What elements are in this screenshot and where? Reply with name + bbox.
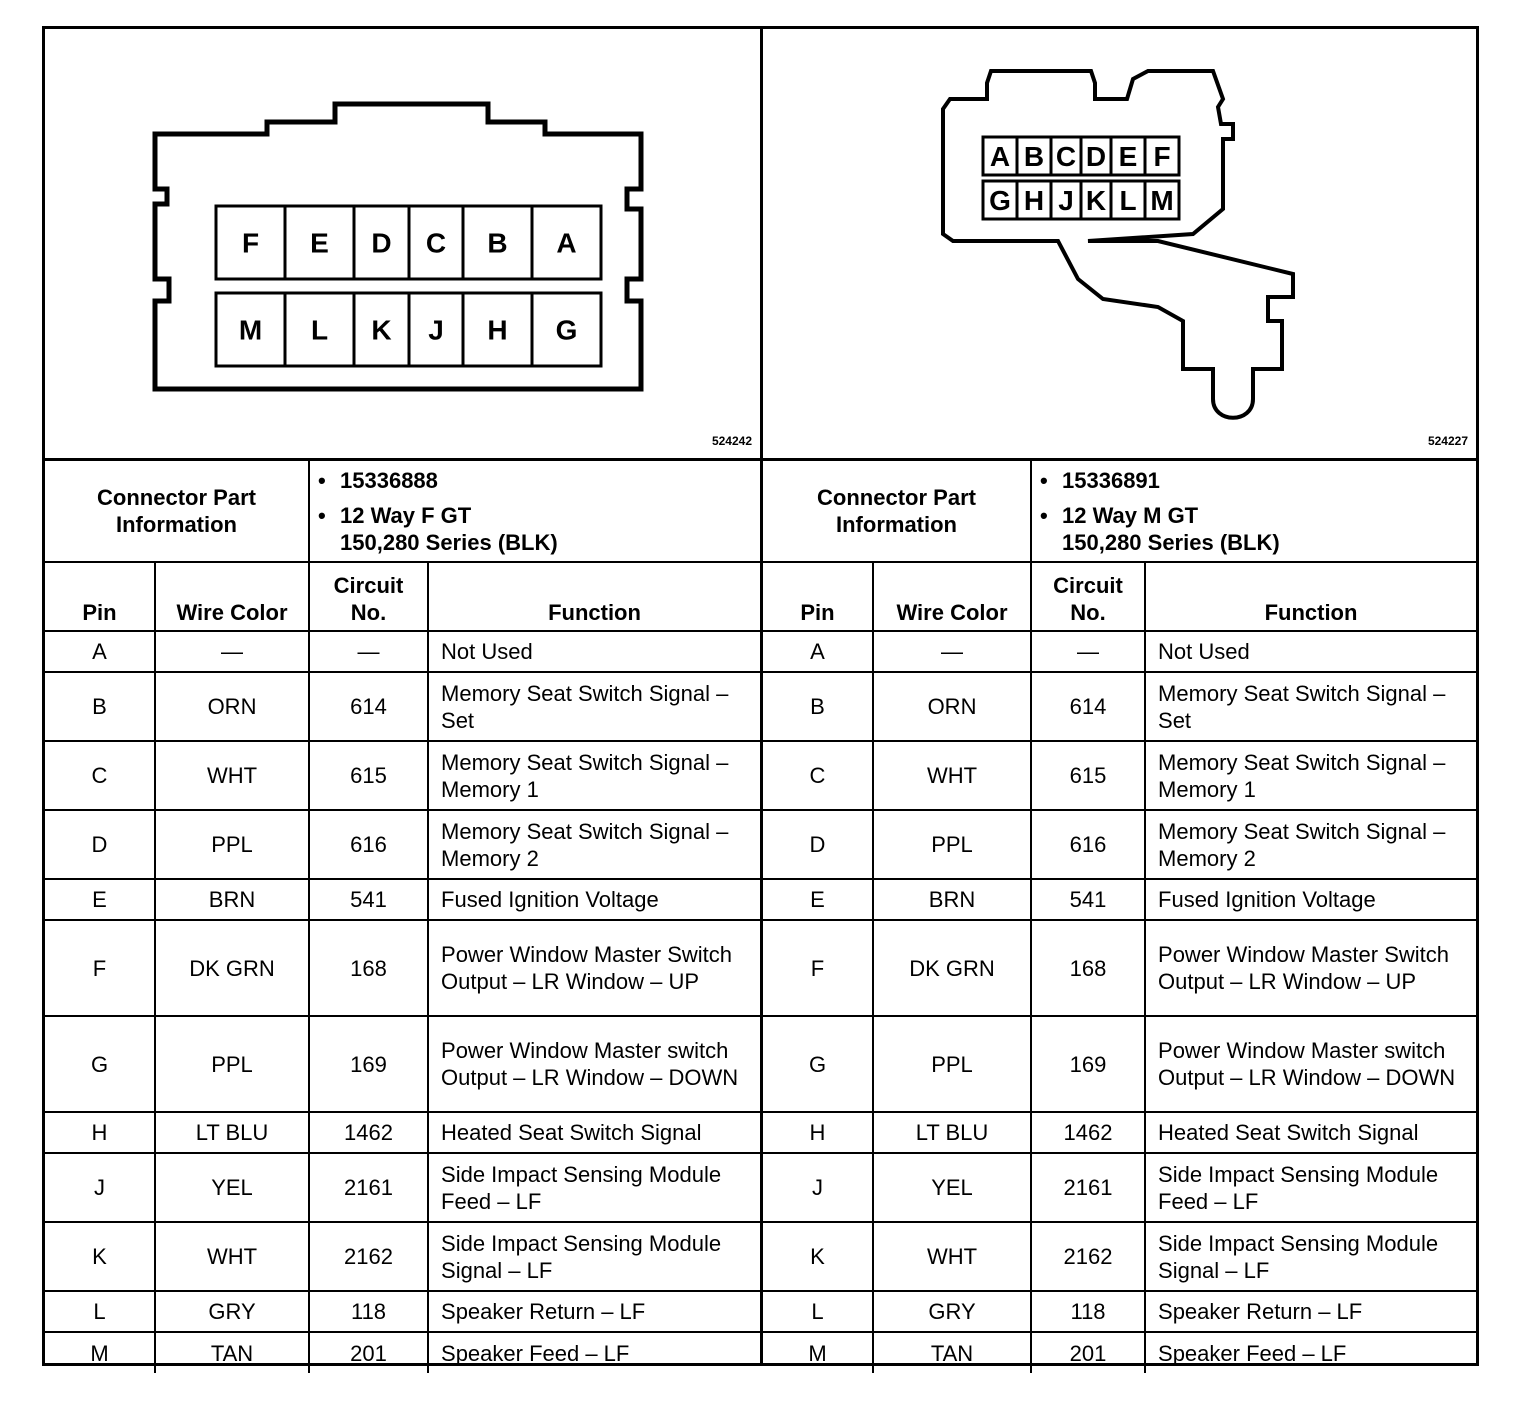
function-cell: Fused Ignition Voltage: [428, 879, 760, 920]
wire-color-cell: TAN: [155, 1332, 309, 1373]
pin-label: B: [487, 227, 508, 259]
pin-cell: C: [763, 741, 873, 810]
circuit-cell: 169: [1031, 1016, 1145, 1112]
wire-color-cell: ORN: [155, 672, 309, 741]
female-connector-drawing: [45, 29, 760, 458]
pin-cell: K: [45, 1222, 155, 1291]
pin-label: C: [425, 227, 447, 259]
table-row: [763, 920, 1476, 1016]
function-cell: Speaker Feed – LF: [428, 1332, 760, 1373]
pin-label: A: [556, 227, 577, 259]
function-cell: Memory Seat Switch Signal – Set: [1145, 672, 1476, 741]
circuit-cell: 1462: [1031, 1112, 1145, 1153]
pin-label: M: [238, 314, 263, 346]
function-cell: Speaker Feed – LF: [1145, 1332, 1476, 1373]
table-row: [45, 810, 760, 879]
function-cell: Not Used: [428, 631, 760, 672]
pin-cell: C: [45, 741, 155, 810]
table-row: [763, 879, 1476, 920]
wire-color-cell: —: [155, 631, 309, 672]
function-cell: Side Impact Sensing Module Feed – LF: [428, 1153, 760, 1222]
header-function: Function: [428, 562, 760, 631]
circuit-cell: 2161: [309, 1153, 428, 1222]
function-cell: Not Used: [1145, 631, 1476, 672]
pin-label: H: [487, 314, 508, 346]
pin-label: M: [1150, 185, 1174, 217]
part-series: 150,280 Series (BLK): [340, 529, 558, 555]
wire-color-cell: —: [873, 631, 1031, 672]
pin-label: J: [1058, 185, 1074, 217]
circuit-cell: 1462: [309, 1112, 428, 1153]
part-type: 12 Way M GT: [1062, 502, 1199, 528]
pin-label: J: [428, 314, 444, 346]
pin-cell: B: [763, 672, 873, 741]
right-top-pin-row: [983, 137, 1179, 175]
wire-color-cell: WHT: [155, 1222, 309, 1291]
circuit-cell: 614: [1031, 672, 1145, 741]
figure-id: 524227: [1427, 434, 1468, 448]
circuit-cell: 2161: [1031, 1153, 1145, 1222]
table-row: [45, 920, 760, 1016]
pin-label: F: [1153, 141, 1171, 173]
header-circuit-no: Circuit No.: [309, 562, 428, 631]
function-cell: Side Impact Sensing Module Feed – LF: [1145, 1153, 1476, 1222]
function-cell: Memory Seat Switch Signal – Memory 2: [428, 810, 760, 879]
wire-color-cell: DK GRN: [873, 920, 1031, 1016]
wire-color-cell: YEL: [873, 1153, 1031, 1222]
wire-color-cell: BRN: [155, 879, 309, 920]
function-cell: Memory Seat Switch Signal – Memory 1: [428, 741, 760, 810]
header-wire-color: Wire Color: [873, 562, 1031, 631]
table-row: [45, 1222, 760, 1291]
part-number: 15336891: [1062, 467, 1160, 493]
pin-cell: E: [45, 879, 155, 920]
connector-housing-outline: [943, 71, 1293, 418]
circuit-cell: 615: [1031, 741, 1145, 810]
pin-cell: D: [45, 810, 155, 879]
pin-cell: H: [763, 1112, 873, 1153]
circuit-cell: 201: [309, 1332, 428, 1373]
table-row: [45, 631, 760, 672]
left-top-pin-row: [216, 206, 601, 279]
pin-cell: H: [45, 1112, 155, 1153]
pin-label: A: [989, 141, 1011, 173]
wire-color-cell: PPL: [155, 1016, 309, 1112]
part-number: 15336888: [340, 467, 438, 493]
circuit-cell: 168: [309, 920, 428, 1016]
header-circuit-no: Circuit No.: [1031, 562, 1145, 631]
left-connector-diagram: [45, 29, 760, 461]
circuit-cell: 201: [1031, 1332, 1145, 1373]
function-cell: Heated Seat Switch Signal: [428, 1112, 760, 1153]
wire-color-cell: DK GRN: [155, 920, 309, 1016]
pin-cell: A: [45, 631, 155, 672]
circuit-cell: 2162: [1031, 1222, 1145, 1291]
left-pinout-table: [45, 461, 760, 1373]
circuit-cell: 118: [1031, 1291, 1145, 1332]
function-cell: Power Window Master switch Output – LR Window – DOWN: [1145, 1016, 1476, 1112]
pin-label: E: [310, 227, 329, 259]
wire-color-cell: GRY: [155, 1291, 309, 1332]
male-connector-drawing: [763, 29, 1476, 458]
connector-part-label: Connector Part Information: [763, 461, 1031, 562]
function-cell: Heated Seat Switch Signal: [1145, 1112, 1476, 1153]
left-bottom-pin-row: [216, 293, 601, 366]
table-row: [45, 1016, 760, 1112]
pin-label: F: [241, 227, 260, 259]
function-cell: Power Window Master Switch Output – LR Window – UP: [428, 920, 760, 1016]
pin-cell: M: [763, 1332, 873, 1373]
pin-label: K: [1085, 185, 1107, 217]
wire-color-cell: GRY: [873, 1291, 1031, 1332]
pin-cell: E: [763, 879, 873, 920]
function-cell: Power Window Master switch Output – LR Window – DOWN: [428, 1016, 760, 1112]
table-row: [45, 1153, 760, 1222]
right-pinout-table: [763, 461, 1476, 1373]
pin-label: K: [371, 314, 392, 346]
table-row: [45, 1332, 760, 1373]
table-row: [45, 672, 760, 741]
wire-color-cell: LT BLU: [155, 1112, 309, 1153]
wire-color-cell: ORN: [873, 672, 1031, 741]
circuit-cell: 541: [1031, 879, 1145, 920]
pin-cell: K: [763, 1222, 873, 1291]
wire-color-cell: WHT: [873, 741, 1031, 810]
function-cell: Memory Seat Switch Signal – Memory 1: [1145, 741, 1476, 810]
function-cell: Speaker Return – LF: [428, 1291, 760, 1332]
pin-cell: L: [45, 1291, 155, 1332]
connector-sheet: [42, 26, 1479, 1366]
figure-id: 524242: [711, 434, 752, 448]
right-connector-panel: [763, 29, 1476, 1366]
wire-color-cell: BRN: [873, 879, 1031, 920]
circuit-cell: 118: [309, 1291, 428, 1332]
pin-cell: D: [763, 810, 873, 879]
circuit-cell: 615: [309, 741, 428, 810]
function-cell: Memory Seat Switch Signal – Set: [428, 672, 760, 741]
table-row: [763, 1153, 1476, 1222]
table-row: [45, 879, 760, 920]
function-cell: Side Impact Sensing Module Signal – LF: [428, 1222, 760, 1291]
connector-info-row: [45, 461, 760, 562]
table-row: [763, 631, 1476, 672]
wire-color-cell: WHT: [155, 741, 309, 810]
pin-label: G: [555, 314, 578, 346]
part-series: 150,280 Series (BLK): [1062, 529, 1280, 555]
left-connector-panel: [45, 29, 763, 1366]
table-row: [763, 1332, 1476, 1373]
table-row: [763, 1222, 1476, 1291]
right-connector-diagram: [763, 29, 1476, 461]
circuit-cell: 169: [309, 1016, 428, 1112]
function-cell: Power Window Master Switch Output – LR Window – UP: [1145, 920, 1476, 1016]
pin-label: D: [371, 227, 392, 259]
table-header: [763, 562, 1476, 631]
connector-part-label: Connector Part Information: [45, 461, 309, 562]
pin-label: L: [310, 314, 329, 346]
table-row: [763, 1016, 1476, 1112]
circuit-cell: 616: [309, 810, 428, 879]
table-row: [45, 1112, 760, 1153]
circuit-cell: 614: [309, 672, 428, 741]
connector-part-info: • 15336891 • 12 Way M GT 150,280 Series (BLK): [1031, 461, 1476, 562]
pin-cell: G: [45, 1016, 155, 1112]
pin-cell: B: [45, 672, 155, 741]
pin-label: B: [1023, 141, 1045, 173]
table-header: [45, 562, 760, 631]
function-cell: Fused Ignition Voltage: [1145, 879, 1476, 920]
header-wire-color: Wire Color: [155, 562, 309, 631]
connector-part-info: • 15336888 • 12 Way F GT 150,280 Series (BLK): [309, 461, 760, 562]
function-cell: Memory Seat Switch Signal – Memory 2: [1145, 810, 1476, 879]
circuit-cell: 2162: [309, 1222, 428, 1291]
table-row: [763, 1112, 1476, 1153]
connector-info-row: [763, 461, 1476, 562]
pin-label: E: [1118, 141, 1138, 173]
pin-cell: F: [45, 920, 155, 1016]
right-bottom-pin-row: [983, 181, 1179, 219]
table-row: [763, 672, 1476, 741]
header-function: Function: [1145, 562, 1476, 631]
pin-label: G: [989, 185, 1011, 217]
pin-label: H: [1023, 185, 1045, 217]
pin-cell: J: [763, 1153, 873, 1222]
circuit-cell: —: [309, 631, 428, 672]
pin-label: D: [1085, 141, 1107, 173]
circuit-cell: 541: [309, 879, 428, 920]
function-cell: Speaker Return – LF: [1145, 1291, 1476, 1332]
pin-label: L: [1119, 185, 1137, 217]
part-type: 12 Way F GT: [340, 502, 472, 528]
wire-color-cell: TAN: [873, 1332, 1031, 1373]
table-row: [763, 1291, 1476, 1332]
table-row: [45, 1291, 760, 1332]
wire-color-cell: WHT: [873, 1222, 1031, 1291]
pin-cell: M: [45, 1332, 155, 1373]
wire-color-cell: PPL: [155, 810, 309, 879]
pin-cell: J: [45, 1153, 155, 1222]
circuit-cell: 168: [1031, 920, 1145, 1016]
pin-cell: A: [763, 631, 873, 672]
header-pin: Pin: [763, 562, 873, 631]
pin-cell: L: [763, 1291, 873, 1332]
header-pin: Pin: [45, 562, 155, 631]
wire-color-cell: PPL: [873, 1016, 1031, 1112]
table-row: [763, 810, 1476, 879]
pin-cell: F: [763, 920, 873, 1016]
wire-color-cell: LT BLU: [873, 1112, 1031, 1153]
circuit-cell: 616: [1031, 810, 1145, 879]
pin-label: C: [1055, 141, 1077, 173]
table-row: [45, 741, 760, 810]
pin-cell: G: [763, 1016, 873, 1112]
circuit-cell: —: [1031, 631, 1145, 672]
wire-color-cell: YEL: [155, 1153, 309, 1222]
wire-color-cell: PPL: [873, 810, 1031, 879]
table-row: [763, 741, 1476, 810]
function-cell: Side Impact Sensing Module Signal – LF: [1145, 1222, 1476, 1291]
